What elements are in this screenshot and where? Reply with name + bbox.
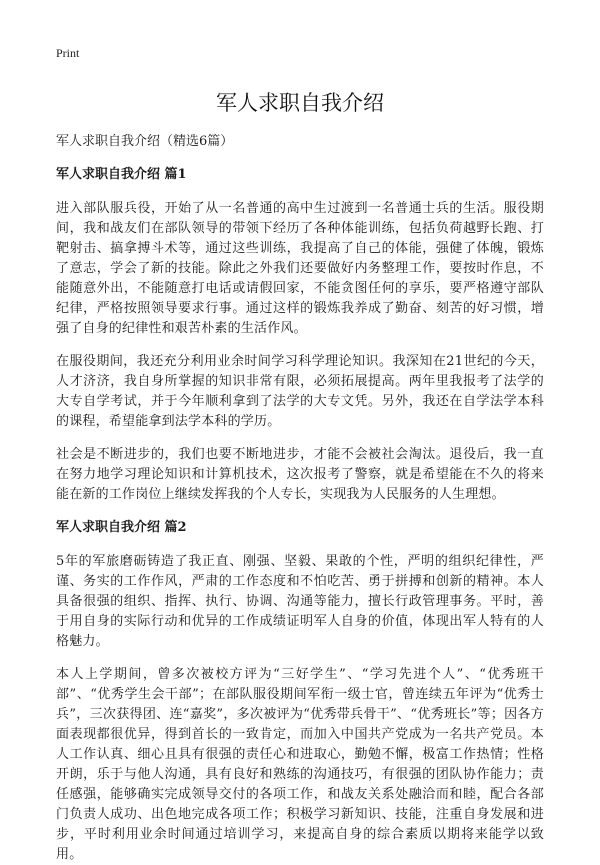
section-1 <box>56 165 544 505</box>
paragraph: 5年的军旅磨砺铸造了我正直、刚强、坚毅、果敢的个性，严明的组织纪律性，严谨、务实的工作作风，严肃的工作态度和不怕吃苦、勇于拼搏和创新的精神。本人具备很强的组织、指挥、执行、协调、沟通等能力，擅长行政管理事务。平时，善于用自身的实际行动和优异的工作成绩证明军人自身的价值，体现出军人特有的人格魅力。 <box>56 554 544 649</box>
section-heading: 军人求职自我介绍 篇1 <box>56 167 187 182</box>
page-title: 军人求职自我介绍 <box>216 91 384 115</box>
print-link[interactable]: Print <box>56 46 80 60</box>
paragraph: 在服役期间，我还充分利用业余时间学习科学理论知识。我深知在21世纪的今天，人才济济，我自身所掌握的知识非常有限，必须拓展提高。两年里我报考了法学的大专自学考试，并于今年顺利拿到了法学的大专文凭。另外，我还在自学法学本科的课程，希望能拿到法学本科的学历。 <box>56 354 544 429</box>
document-subtitle: 军人求职自我介绍（精选6篇） <box>56 134 234 149</box>
paragraph: 社会是不断进步的，我们也要不断地进步，才能不会被社会淘汰。退役后，我一直在努力地学习理论知识和计算机技术，这次报考了警察，就是希望能在不久的将来能在新的工作岗位上继续发挥我的个人专长，实现我为人民服务的人生理想。 <box>56 447 544 502</box>
paragraph: 进入部队服兵役，开始了从一名普通的高中生过渡到一名普通士兵的生活。服役期间，我和战友们在部队领导的带领下经历了各种体能训练，包括负荷越野长跑、打靶射击、搞拿搏斗术等，通过这些训练，我提高了自己的体能，强健了体魄，锻炼了意志，学会了新的技能。除此之外我们还要做好内务整理工作，要按时作息，不能随意外出，不能随意打电话或请假回家，不能贪图任何的享乐，要严格遵守部队纪律，严格按照领导要求行事。通过这样的锻炼我养成了勤奋、刻苦的好习惯，增强了自身的纪律性和艰苦朴素的生活作风。 <box>56 201 544 336</box>
paragraph: 本人上学期间，曾多次被校方评为“三好学生”、“学习先进个人”、“优秀班干部”、“优秀学生会干部”；在部队服役期间军衔一级士官，曾连续五年评为“优秀士兵”，三次获得团、连“嘉奖”，多次被评为“优秀带兵骨干”、“优秀班长”等；因各方面表现都很优异，得到首长的一致肯定，而加入中国共产党成为一名共产党员。本人工作认真、细心且具有很强的责任心和进取心，勤勉不懈，极富工作热情；性格开朗，乐于与他人沟通，具有良好和熟练的沟通技巧，有很强的团队协作能力；责任感强，能够确实完成领导交付的各项工作，和战友关系处融洽而和睦，配合各部门负责人成功、出色地完成各项工作；积极学习新知识、技能，注重自身发展和进步，平时利用业余时间通过培训学习，来提高自身的综合素质以期将来能学以致用。 <box>56 667 544 862</box>
section-2 <box>56 518 544 865</box>
section-heading: 军人求职自我介绍 篇2 <box>56 520 187 535</box>
